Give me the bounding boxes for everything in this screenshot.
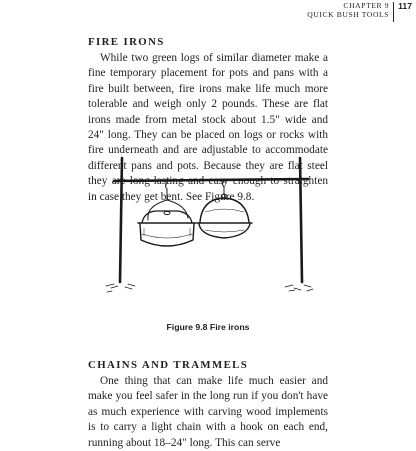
figure-caption: Figure 9.8 Fire irons bbox=[166, 322, 250, 332]
page-number: 117 bbox=[398, 1, 412, 11]
running-header-text bbox=[307, 2, 393, 19]
section-heading-fire-irons: FIRE IRONS bbox=[88, 36, 165, 48]
right-pot bbox=[197, 179, 252, 238]
crossbar bbox=[114, 179, 308, 181]
paragraph-chains-and-trammels-text: One thing that can make life much easier and make you feel safer in the long run if you don't have as much experience with carving wood implements is to carry a light chain with a hook on each end, running about 18–24" long. This can serve bbox=[88, 375, 328, 449]
section-heading-chains-and-trammels: CHAINS AND TRAMMELS bbox=[88, 359, 249, 371]
running-header bbox=[307, 2, 412, 24]
fire-irons-illustration bbox=[104, 150, 314, 300]
left-pot bbox=[138, 180, 196, 246]
chapter-label: CHAPTER 9 bbox=[343, 1, 390, 10]
left-pole bbox=[120, 158, 122, 282]
ground-texture bbox=[106, 284, 313, 292]
paragraph-fire-irons-text: While two green logs of similar diameter make a fine temporary placement for pots and pans with a fire built between, fire irons make life much more tolerable and weigh only 2 pounds. These are flat irons made from metal stock about 1.5" wide and 24" long. They can be placed on logs or rocks with fire underneath and are adjustable to accommodate different pans and pots. Because they are flat steel they are long-lasting and easy enough to straighten in case they get bent. See Figure 9.8. bbox=[88, 52, 328, 203]
right-pole bbox=[300, 158, 302, 282]
paragraph-chains-and-trammels bbox=[88, 374, 328, 451]
chapter-title: QUICK BUSH TOOLS bbox=[307, 9, 390, 19]
